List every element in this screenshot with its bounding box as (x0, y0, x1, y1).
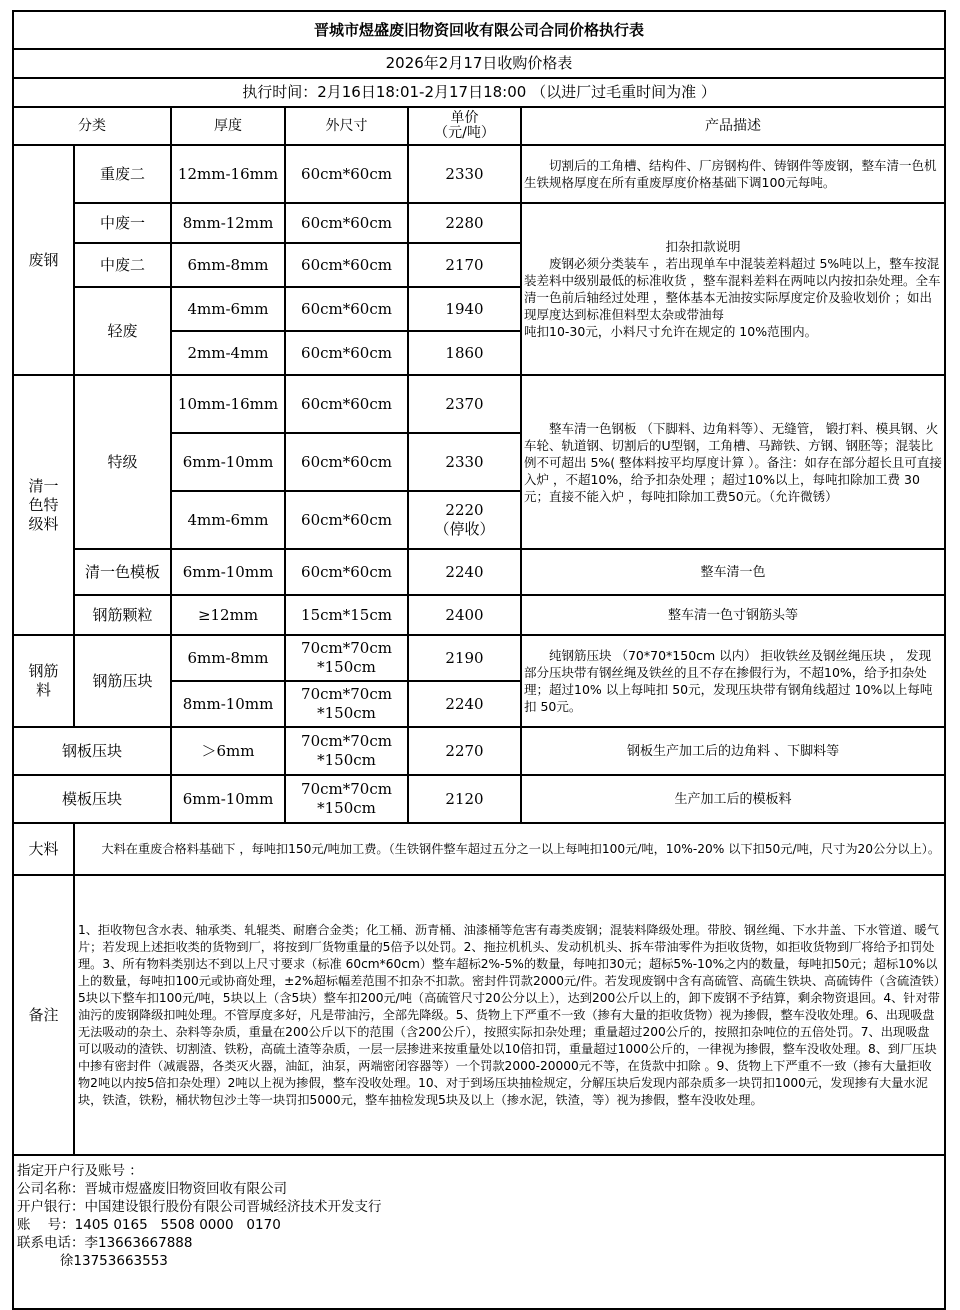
thickness-cell: ≥12mm (171, 595, 285, 635)
document-subtitle: 2026年2月17日收购价格表 (13, 49, 945, 78)
account-number: 账 号：1405 0165 5508 0000 0170 (17, 1217, 281, 1233)
table-row (13, 549, 945, 595)
size-cell: 15cm*15cm (285, 595, 408, 635)
table-row (13, 595, 945, 635)
price-cell: 2240 (408, 549, 521, 595)
desc-deduction-tail: 吨扣10-30元，小料尺寸允许在规定的 10%范围内。 (524, 324, 818, 339)
large-material-label: 大料 (13, 823, 74, 875)
thickness-cell: 6mm-8mm (171, 243, 285, 287)
price-value: 2220 (445, 501, 484, 519)
size-line: *150cm (317, 658, 376, 676)
price-cell: 2370 (408, 375, 521, 433)
thickness-cell: 10mm-16mm (171, 375, 285, 433)
group-label-template-block: 模板压块 (13, 775, 171, 823)
grade-cell: 特级 (74, 375, 171, 549)
price-cell: 2170 (408, 243, 521, 287)
group-label-line: 级料 (28, 514, 59, 533)
thickness-cell: ＞6mm (171, 727, 285, 775)
thickness-cell: 4mm-6mm (171, 491, 285, 549)
desc-deduction-title: 扣杂扣款说明 (665, 239, 741, 254)
remarks-row (13, 875, 945, 1155)
contact-phone-2: 徐13753663553 (17, 1253, 168, 1269)
price-cell: 1940 (408, 287, 521, 331)
table-row (13, 375, 945, 433)
size-cell (285, 727, 408, 775)
thickness-cell: 6mm-10mm (171, 549, 285, 595)
price-cell (408, 491, 521, 549)
group-label-scrap-steel: 废钢 (13, 145, 74, 375)
size-cell: 60cm*60cm (285, 491, 408, 549)
description-cell (521, 375, 945, 549)
grade-cell: 重废二 (74, 145, 171, 203)
thickness-cell: 2mm-4mm (171, 331, 285, 375)
header-unit-price (408, 107, 521, 145)
size-cell: 60cm*60cm (285, 549, 408, 595)
size-cell: 60cm*60cm (285, 331, 408, 375)
remarks-label: 备注 (13, 875, 74, 1155)
size-cell: 60cm*60cm (285, 433, 408, 491)
size-line: 70cm*70cm (301, 732, 392, 750)
thickness-cell: 6mm-10mm (171, 433, 285, 491)
header-unit-price-line1: 单价 (450, 110, 479, 126)
table-row (13, 203, 945, 243)
price-cell: 2270 (408, 727, 521, 775)
grade-cell: 轻废 (74, 287, 171, 375)
footer-row (13, 1155, 945, 1309)
price-status-note: （停收） (434, 520, 495, 538)
size-cell (285, 681, 408, 727)
size-cell: 60cm*60cm (285, 375, 408, 433)
table-row (13, 635, 945, 681)
group-label-steel-plate-block: 钢板压块 (13, 727, 171, 775)
grade-cell: 中废一 (74, 203, 171, 243)
header-category: 分类 (13, 107, 171, 145)
size-line: 70cm*70cm (301, 639, 392, 657)
thickness-cell: 6mm-8mm (171, 635, 285, 681)
grade-cell: 清一色模板 (74, 549, 171, 595)
description-cell: 生产加工后的模板料 (521, 775, 945, 823)
header-description: 产品描述 (521, 107, 945, 145)
thickness-cell: 8mm-10mm (171, 681, 285, 727)
desc-heavy-text: 切割后的工角槽、结构件、厂房钢构件、铸钢件等废钢，整车清一色机生铁规格厚度在所有重废厚度价格基础下调100元每吨。 (524, 158, 937, 190)
group-label-line: 清一 (28, 476, 59, 495)
grade-cell: 中废二 (74, 243, 171, 287)
document-title: 晋城市煜盛废旧物资回收有限公司合同价格执行表 (13, 11, 945, 49)
size-line: 70cm*70cm (301, 780, 392, 798)
header-thickness: 厚度 (171, 107, 285, 145)
desc-deduction-body: 废钢必须分类装车 ，若出现单车中混装差料超过 5%吨以上，整车按混装差料中级别最低的标准收货 ，整车混料差料在两吨以内按扣杂处理。全车清一色前后轴经过处理 ，整体基本无油按实际厚度定价及验收划价 ；如出现厚度达到标准但料型太杂或带油每 (524, 256, 941, 322)
large-material-text-cell (74, 823, 945, 875)
thickness-cell: 4mm-6mm (171, 287, 285, 331)
price-table (12, 10, 946, 1310)
price-cell: 2120 (408, 775, 521, 823)
price-cell: 2190 (408, 635, 521, 681)
size-cell (285, 775, 408, 823)
grade-cell: 钢筋颗粒 (74, 595, 171, 635)
desc-rebar-text: 纯钢筋压块 （70*70*150cm 以内） 拒收铁丝及钢丝绳压块 ， 发现部分压块带有钢丝绳及铁丝的且不存在掺假行为，不超10%，给予扣杂处理；超过10% 以上每吨扣 50元，发现压块带有钢角线超过 10%以上每吨扣 50元。 (524, 648, 933, 714)
price-cell: 1860 (408, 331, 521, 375)
execution-time: 执行时间：2月16日18:01-2月17日18:00 （以进厂过毛重时间为准 ） (13, 78, 945, 107)
price-cell: 2280 (408, 203, 521, 243)
bank-heading: 指定开户行及账号 ： (17, 1163, 143, 1179)
large-material-text: 大料在重废合格料基础下 ，每吨扣150元/吨加工费。（生铁钢件整车超过五分之一以上每吨扣100元/吨，10%-20% 以下扣50元/吨，尺寸为20公分以上）。 (101, 841, 941, 856)
group-label-rebar (13, 635, 74, 727)
thickness-cell: 6mm-10mm (171, 775, 285, 823)
group-label-line: 钢筋 (28, 662, 59, 680)
size-line: *150cm (317, 799, 376, 817)
price-cell: 2330 (408, 433, 521, 491)
contact-phone-1: 联系电话：李13663667888 (17, 1235, 193, 1251)
size-cell: 60cm*60cm (285, 287, 408, 331)
table-row (13, 145, 945, 203)
group-label-line: 料 (35, 681, 51, 699)
grade-cell: 钢筋压块 (74, 635, 171, 727)
thickness-cell: 8mm-12mm (171, 203, 285, 243)
thickness-cell: 12mm-16mm (171, 145, 285, 203)
size-line: *150cm (317, 704, 376, 722)
desc-special-text: 整车清一色钢板 （下脚料、边角料等）、无缝管， 锻打料、模具钢、火车轮、轨道钢、切割后的U型钢，工角槽、马蹄铁、方钢、钢胚等；混装比例不可超出 5%( 整体料按平均厚度计算 ）。备注：如存在部分超长且可直接入炉 ，不超10%，给予扣杂处理 ；超过10%以上，每吨扣除加工费 30元；直接不能入炉 ，每吨扣除加工费50元。（允许微锈） (524, 420, 942, 504)
description-cell (521, 635, 945, 727)
header-row (13, 107, 945, 145)
bank-info (13, 1155, 945, 1309)
size-cell: 60cm*60cm (285, 145, 408, 203)
header-outer-size: 外尺寸 (285, 107, 408, 145)
size-cell (285, 635, 408, 681)
size-cell: 60cm*60cm (285, 243, 408, 287)
table-row (13, 775, 945, 823)
description-cell (521, 145, 945, 203)
table-row (13, 727, 945, 775)
company-name: 公司名称：晋城市煜盛废旧物资回收有限公司 (17, 1181, 287, 1197)
size-line: *150cm (317, 751, 376, 769)
price-cell: 2330 (408, 145, 521, 203)
bank-name: 开户银行：中国建设银行股份有限公司晋城经济技术开发支行 (17, 1199, 382, 1215)
size-line: 70cm*70cm (301, 685, 392, 703)
description-cell: 钢板生产加工后的边角料 、下脚料等 (521, 727, 945, 775)
group-label-premium (13, 375, 74, 635)
description-cell (521, 203, 945, 375)
group-label-line: 色特 (28, 495, 59, 514)
description-cell: 整车清一色寸钢筋头等 (521, 595, 945, 635)
price-cell: 2400 (408, 595, 521, 635)
header-unit-price-line2: （元/吨） (434, 125, 495, 141)
large-material-row (13, 823, 945, 875)
remarks-text: 1、拒收物包含水表、轴承类、轧辊类、耐磨合金类；化工桶、沥青桶、油漆桶等危害有毒类废钢；混装料降级处理。带胶、钢丝绳、下水井盖、下水管道、暖气片；若发现上述拒收类的货物到厂，将按到厂货物重量的5倍予以处罚。2、拖拉机机头、发动机机头、拆车带油零件为拒收货物，如拒收货物到厂将给予扣罚处理。3、所有物料类别达不到以上尺寸要求（标准 60cm*60cm）整车超标2%-5%的数量，每吨扣30元；超标5%-10%之内的数量，每吨扣50元；超标10%以上的数量，每吨扣100元或协商处理，±2%超标幅差范围不扣杂不扣款。密封件罚款2000元/件。若发现废钢中含有高硫管、高硫生铁块、高硫铸件（含硫渣铁）5块以下整车扣100元/吨，5块以上（含5块）整车扣200元/吨（高硫管尺寸20公分以上），达到200公斤以上的，卸下废钢不予结算，剩余物资退回。4、针对带油污的废钢降级扣吨处理。不管厚度多好，凡是带油污，全部先降级。5、货物上下严重不一致（掺有大量的拒收货物）视为掺假，整车没收处理。6、出现吸盘无法吸动的杂土、杂料等杂质，重量在200公斤以下的范围（含200公斤），按照实际扣杂处理；重量超过200公斤的，按照扣杂吨位的五倍处罚。7、出现吸盘可以吸动的渣铁、切割渣、铁粉，高硫土渣等杂质，一层一层掺进来按重量处以10倍扣罚，重量超过1000公斤的，一律视为掺假，整车没收处理。8、到厂压块中掺有密封件（减震器，各类灭火器，油缸，油泵，两端密闭容器等）一个罚款2000-20000元不等，在货款中扣除 。9、货物上下严重不一致（掺有大量拒收物2吨以内按5倍扣杂处理）2吨以上视为掺假，整车没收处理。10、对于到场压块抽检规定，分解压块后发现内部杂质多一块罚扣1000元，发现掺有大量水泥块，铁渣，铁粉，桶状物包沙土等一块罚扣5000元，整车抽检发现5块及以上（掺水泥，铁渣，等）视为掺假，整车没收处理。 (74, 875, 945, 1155)
description-cell: 整车清一色 (521, 549, 945, 595)
price-cell: 2240 (408, 681, 521, 727)
size-cell: 60cm*60cm (285, 203, 408, 243)
